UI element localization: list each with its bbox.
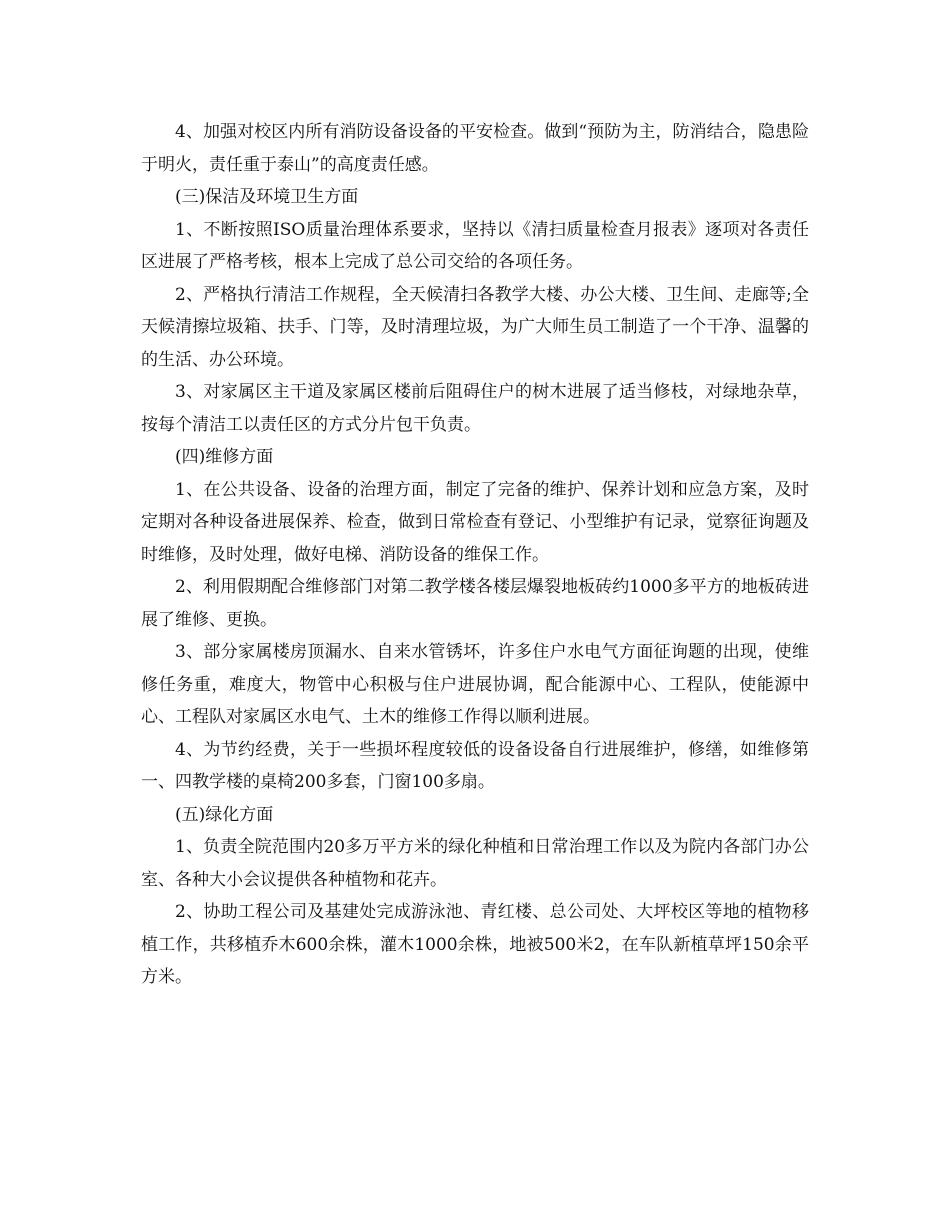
paragraph-cleaning-iso: 1、不断按照ISO质量治理体系要求，坚持以《清扫质量检查月报表》逐项对各责任区进展了严格考核，根本上完成了总公司交给的各项任务。 <box>141 219 809 272</box>
section-heading-cleaning: (三)保洁及环境卫生方面 <box>175 187 359 207</box>
paragraph-maintenance-tiles: 2、利用假期配合维修部门对第二教学楼各楼层爆裂地板砖约1000多平方的地板砖进展了维修、更换。 <box>141 577 809 630</box>
section-heading-greening: (五)绿化方面 <box>175 804 274 825</box>
paragraph-maintenance-equipment: 1、在公共设备、设备的治理方面，制定了完备的维护、保养计划和应急方案，及时定期对各种设备进展保养、检查，做到日常检查有登记、小型维护有记录，觉察征询题及时维修，及时处理，做好电梯、消防设备的维保工作。 <box>141 479 809 565</box>
paragraph-cleaning-rules: 2、严格执行清洁工作规程，全天候清扫各教学大楼、办公大楼、卫生间、走廊等;全天候清擦垃圾箱、扶手、门等，及时清理垃圾，为广大师生员工制造了一个干净、温馨的的生活、办公环境。 <box>141 284 809 370</box>
paragraph-maintenance-savings: 4、为节约经费，关于一些损坏程度较低的设备设备自行进展维护，修缮，如维修第一、四教学楼的桌椅200多套，门窗100多扇。 <box>141 739 809 792</box>
paragraph-maintenance-leaks: 3、部分家属楼房顶漏水、自来水管锈坏，许多住户水电气方面征询题的出现，使维修任务重，难度大，物管中心积极与住户进展协调，配合能源中心、工程队，使能源中心、工程队对家属区水电气、土木的维修工作得以顺利进展。 <box>141 642 809 727</box>
paragraph-greening-planting: 1、负责全院范围内20多万平方米的绿化种植和日常治理工作以及为院内各部门办公室、各种大小会议提供各种植物和花卉。 <box>141 837 809 890</box>
paragraph-cleaning-pruning: 3、对家属区主干道及家属区楼前后阻碍住户的树木进展了适当修枝，对绿地杂草，按每个清洁工以责任区的方式分片包干负责。 <box>141 382 809 435</box>
paragraph-greening-transplant: 2、协助工程公司及基建处完成游泳池、青红楼、总公司处、大坪校区等地的植物移植工作，共移植乔木600余株，灌木1000余株，地被500米2，在车队新植草坪150余平方米。 <box>141 902 809 987</box>
document-body <box>141 116 809 994</box>
section-heading-maintenance: (四)维修方面 <box>175 447 274 467</box>
paragraph-security-check: 4、加强对校区内所有消防设备设备的平安检查。做到“预防为主，防消结合，隐患险于明火，责任重于泰山”的高度责任感。 <box>141 122 809 175</box>
